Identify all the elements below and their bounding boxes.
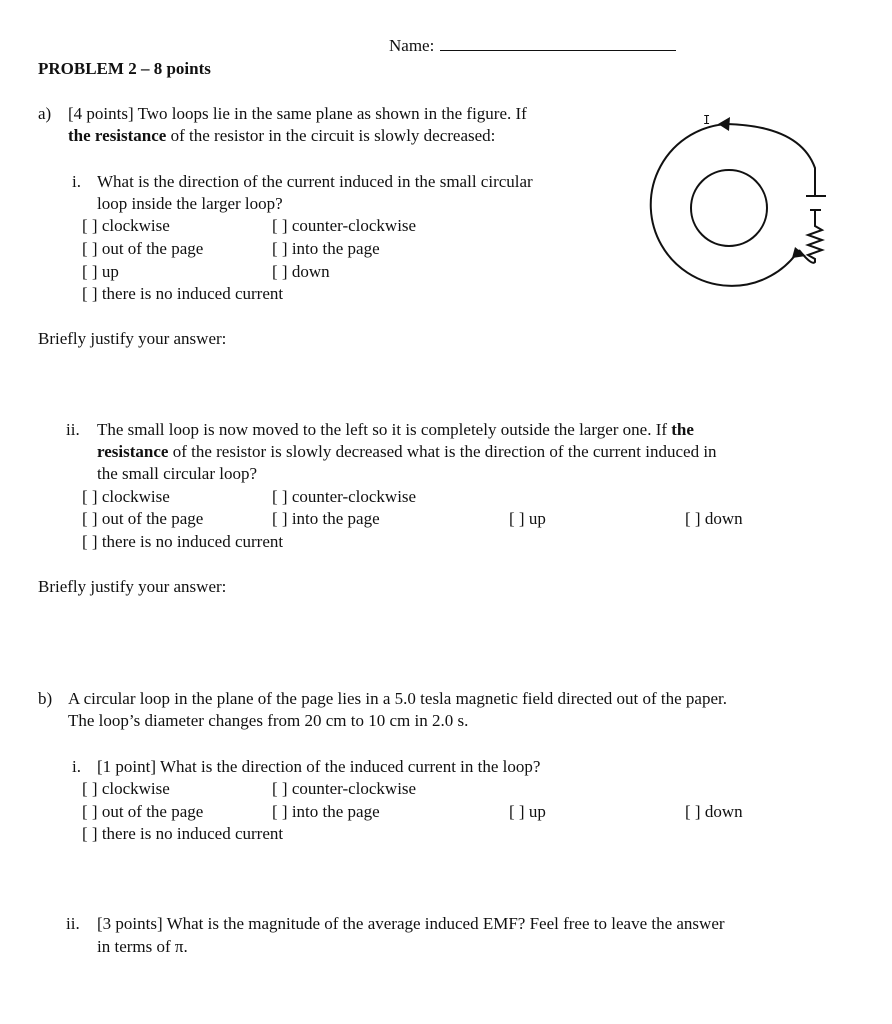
name-label: Name: — [389, 36, 435, 55]
name-field[interactable] — [389, 36, 676, 56]
b-i-option-into-page[interactable]: [ ] into the page — [272, 802, 380, 821]
a-ii-line2-bold: resistance — [97, 442, 169, 461]
large-loop-arc — [651, 124, 799, 286]
a-i-option-up[interactable]: [ ] up — [82, 262, 119, 281]
a-ii-line2 — [97, 442, 717, 462]
b-ii-marker: ii. — [66, 914, 80, 933]
b-ii-line1: [3 points] What is the magnitude of the average induced EMF? Feel free to leave the answer — [97, 914, 725, 933]
a-ii-marker: ii. — [66, 420, 80, 439]
b-ii-line2: in terms of π. — [97, 937, 188, 956]
a-i-line1: What is the direction of the current induced in the small circular — [97, 172, 533, 191]
two-loops-figure — [648, 108, 832, 298]
a-i-option-counter-clockwise[interactable]: [ ] counter-clockwise — [272, 216, 417, 235]
a-i-option-out-of-page[interactable]: [ ] out of the page — [82, 239, 204, 258]
b-i-option-up[interactable]: [ ] up — [509, 802, 546, 821]
b-i-marker: i. — [72, 757, 81, 776]
part-b-marker: b) — [38, 689, 53, 708]
b-i-line1: [1 point] What is the direction of the induced current in the loop? — [97, 757, 541, 776]
a-ii-option-down[interactable]: [ ] down — [685, 509, 743, 528]
part-a-emphasis: the resistance — [68, 126, 167, 145]
part-b-line2: The loop’s diameter changes from 20 cm to 10 cm in 2.0 s. — [68, 711, 469, 730]
a-ii-option-into-page[interactable]: [ ] into the page — [272, 509, 380, 528]
a-ii-line1 — [97, 420, 694, 440]
part-a-line1: [4 points] Two loops lie in the same plane as shown in the figure. If — [68, 104, 527, 123]
a-i-line2: loop inside the larger loop? — [97, 194, 283, 213]
small-loop — [691, 170, 767, 246]
current-label: I — [703, 113, 711, 127]
part-b-line1: A circular loop in the plane of the page lies in a 5.0 tesla magnetic field directed out of the paper. — [68, 689, 727, 708]
a-ii-option-no-current[interactable]: [ ] there is no induced current — [82, 532, 284, 551]
a-ii-option-counter-clockwise[interactable]: [ ] counter-clockwise — [272, 487, 417, 506]
b-i-option-clockwise[interactable]: [ ] clockwise — [82, 779, 170, 798]
a-justify-prompt-2: Briefly justify your answer: — [38, 577, 227, 596]
name-blank-line — [440, 36, 676, 51]
part-a-marker: a) — [38, 104, 52, 123]
circuit-wire-top — [727, 124, 815, 196]
a-ii-option-clockwise[interactable]: [ ] clockwise — [82, 487, 170, 506]
a-i-option-clockwise[interactable]: [ ] clockwise — [82, 216, 170, 235]
a-i-option-into-page[interactable]: [ ] into the page — [272, 239, 380, 258]
a-ii-option-out-of-page[interactable]: [ ] out of the page — [82, 509, 204, 528]
a-ii-line3: the small circular loop? — [97, 464, 258, 483]
a-justify-prompt-1: Briefly justify your answer: — [38, 329, 227, 348]
a-i-option-no-current[interactable]: [ ] there is no induced current — [82, 284, 284, 303]
part-a-line2-rest: of the resistor in the circuit is slowly decreased: — [166, 126, 496, 145]
a-ii-line2-rest: of the resistor is slowly decreased what is the direction of the current induced in — [168, 442, 717, 461]
a-ii-option-up[interactable]: [ ] up — [509, 509, 546, 528]
a-i-option-down[interactable]: [ ] down — [272, 262, 330, 281]
part-a-line2 — [68, 126, 495, 146]
b-i-option-down[interactable]: [ ] down — [685, 802, 743, 821]
b-i-option-out-of-page[interactable]: [ ] out of the page — [82, 802, 204, 821]
a-ii-line1-text: The small loop is now moved to the left so it is completely outside the larger one. If — [97, 420, 672, 439]
current-arrow-icon — [718, 117, 730, 131]
b-i-option-no-current[interactable]: [ ] there is no induced current — [82, 824, 284, 843]
a-i-marker: i. — [72, 172, 81, 191]
a-ii-line1-bold: the — [671, 420, 694, 439]
problem-title: PROBLEM 2 – 8 points — [38, 59, 211, 78]
b-i-option-counter-clockwise[interactable]: [ ] counter-clockwise — [272, 779, 417, 798]
